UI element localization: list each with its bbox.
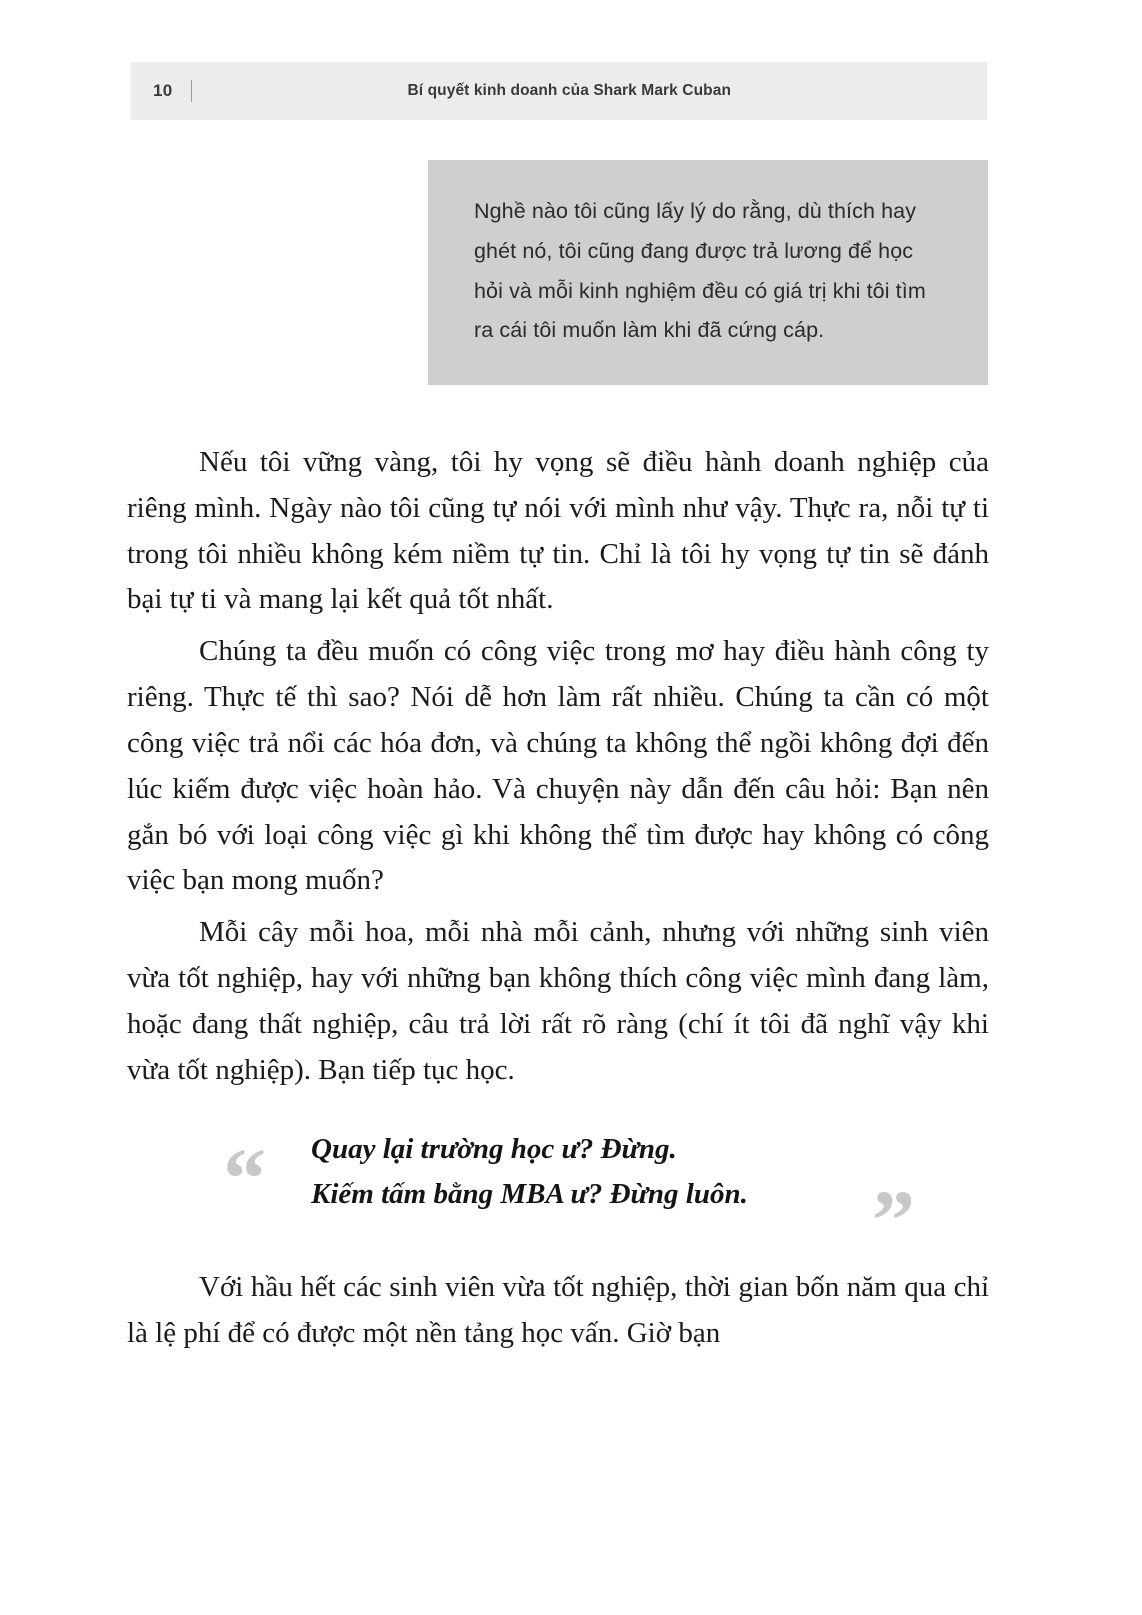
page-number: 10 xyxy=(153,81,173,100)
body-text-column xyxy=(127,440,989,1363)
quote-close-icon: ” xyxy=(872,1172,915,1269)
running-header xyxy=(131,62,987,120)
inline-quote-line: Kiếm tấm bằng MBA ư? Đừng luôn. xyxy=(311,1178,748,1211)
pull-quote-box xyxy=(428,160,988,385)
paragraph: Chúng ta đều muốn có công việc trong mơ hay điều hành công ty riêng. Thực tế thì sao? Nói dễ hơn làm rất nhiều. Chúng ta cần có một công việc trả nổi các hóa đơn, và chúng ta không thể ngồi không đợi đến lúc kiếm được việc hoàn hảo. Và chuyện này dẫn đến câu hỏi: Bạn nên gắn bó với loại công việc gì khi không thể tìm được hay không có công việc bạn mong muốn? xyxy=(127,635,989,897)
inline-quote-line: Quay lại trường học ư? Đừng. xyxy=(311,1133,677,1166)
paragraph: Với hầu hết các sinh viên vừa tốt nghiệp, thời gian bốn năm qua chỉ là lệ phí để có được một nền tảng học vấn. Giờ bạn xyxy=(127,1271,989,1350)
paragraph: Mỗi cây mỗi hoa, mỗi nhà mỗi cảnh, nhưng với những sinh viên vừa tốt nghiệp, hay với những bạn không thích công việc mình đang làm, hoặc đang thất nghiệp, câu trả lời rất rõ ràng (chí ít tôi đã nghĩ vậy khi vừa tốt nghiệp). Bạn tiếp tục học. xyxy=(127,916,989,1086)
inline-quote-block xyxy=(127,1127,989,1269)
quote-open-icon: “ xyxy=(223,1130,266,1227)
book-title: Bí quyết kinh doanh của Shark Mark Cuban xyxy=(407,82,732,99)
paragraph: Nếu tôi vững vàng, tôi hy vọng sẽ điều hành doanh nghiệp của riêng mình. Ngày nào tôi cũng tự nói với mình như vậy. Thực ra, nỗi tự ti trong tôi nhiều không kém niềm tự tin. Chỉ là tôi hy vọng tự tin sẽ đánh bại tự ti và mang lại kết quả tốt nhất. xyxy=(127,446,989,616)
pull-quote-text: Nghề nào tôi cũng lấy lý do rằng, dù thích hay ghét nó, tôi cũng đang được trả lương để học hỏi và mỗi kinh nghiệm đều có giá trị khi tôi tìm ra cái tôi muốn làm khi đã cứng cáp. xyxy=(474,199,926,343)
